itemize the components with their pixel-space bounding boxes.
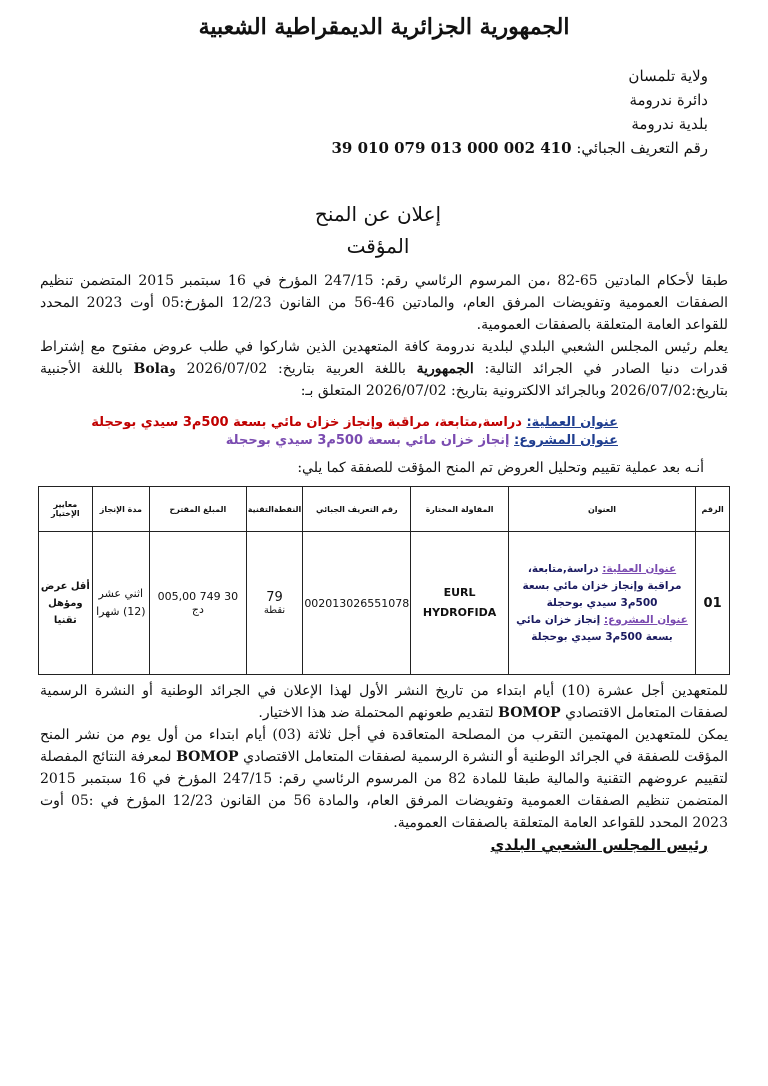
cell-score [246, 532, 303, 675]
cell-company [411, 532, 509, 675]
results-paragraph [40, 724, 728, 834]
operation-label: عنوان العملية: [526, 415, 618, 430]
appeal-section [40, 680, 728, 834]
bomop-1: BOMOP [498, 705, 561, 721]
notice-title-line2: المؤقت [346, 234, 410, 258]
header-score: النقطةالتقنية [246, 487, 303, 532]
cell-operation-label: عنوان العملية: [602, 562, 677, 575]
republic-header: الجمهورية الجزائرية الديمقراطية الشعبية [198, 14, 570, 40]
bomop-2: BOMOP [176, 749, 239, 765]
header-title: العنوان [508, 487, 695, 532]
company-name: EURL HYDROFIDA [422, 586, 497, 619]
appeal-paragraph [40, 680, 728, 724]
cell-criteria: أقل عرض ومؤهل تقنيا [39, 532, 93, 675]
nif-value: 39 010 079 013 000 002 410 [331, 139, 572, 157]
appeal-text-b: لتقديم طعونهم المحتملة ضد هذا الاختيار. [258, 705, 499, 721]
signature-title: رئيس المجلس الشعبي البلدي [490, 836, 708, 854]
journal-arabic: الجمهورية [416, 361, 474, 377]
commune-line: بلدية ندرومة [631, 115, 708, 133]
cell-project-value: إنجاز خزان مائي بسعة 500م3 سيدي بوحجلة [516, 613, 673, 643]
operation-block [91, 414, 618, 450]
notice-title [138, 198, 618, 262]
cell-title [508, 532, 695, 675]
cell-num: 01 [696, 532, 730, 675]
tender-paragraph [40, 336, 728, 402]
notice-title-line1: إعلان عن المنح [314, 202, 442, 226]
cell-project-label: عنوان المشروع: [603, 613, 688, 626]
header-criteria: معايير الإختيار [39, 487, 93, 532]
table-row [39, 532, 730, 675]
tender-text-b: باللغة العربية بتاريخ: 2026/07/02 و [169, 361, 417, 377]
tender-text-a: يعلم رئيس المجلس الشعبي البلدي لبلدية ندرومة كافة المتعهدين الذين شاركوا في طلب عروض مفتوح مع إشتراط قدرات دنيا الصادر في الجرائد التالية: [40, 339, 728, 377]
daira-line: دائرة ندرومة [629, 91, 708, 109]
header-nif: رقم التعريف الجبائي [303, 487, 411, 532]
header-company: المقاولة المختارة [411, 487, 509, 532]
header-duration: مدة الإنجاز [92, 487, 149, 532]
nif-label: رقم التعريف الجبائي: [576, 139, 708, 157]
cell-duration: اثني عشر (12) شهرا [92, 532, 149, 675]
appeal-text-a: للمتعهدين أجل عشرة (10) أيام ابتداء من تاريخ النشر الأول لهذا الإعلان في الجرائد الوطنية أو النشرة الرسمية لصفقات المتعامل الاقتصادي [40, 683, 728, 721]
results-text-a: يمكن للمتعهدين المهتمين التقرب من المصلحة المتعاقدة في أجل ثلاثة (03) أيام ابتداء من أول يوم من نشر المنح المؤقت للصفقة في الجرائد الوطنية أو النشرة الرسمية لصفقات المتعامل الاقتصادي [40, 727, 728, 765]
cell-operation-value: دراسة,متابعة، مراقبة وإنجاز خزان مائي بسعة 500م3 سيدي بوحجلة [522, 562, 682, 609]
header-amount: المبلغ المقترح [150, 487, 247, 532]
journal-foreign: Bola [133, 361, 170, 377]
operation-title-line [91, 414, 618, 432]
cell-amount: 30 749 005,00 دج [150, 532, 247, 675]
legal-preamble [40, 270, 728, 402]
header-num: الرقم [696, 487, 730, 532]
wilaya-line: ولاية تلمسان [628, 67, 708, 85]
table-header-row [39, 487, 730, 532]
project-value: إنجاز خزان مائي بسعة 500م3 سيدي بوحجلة [225, 433, 510, 448]
award-table [38, 486, 730, 675]
tender-text-c: باللغة الأجنبية بتاريخ:2026/07/02 وبالجرائد الالكترونية بتاريخ: 2026/07/02 المتعلق بـ: [40, 361, 728, 399]
cell-nif: 002013026551078 [303, 532, 411, 675]
operation-value: دراسة,متابعة، مراقبة وإنجاز خزان مائي بسعة 500م3 سيدي بوحجلة [91, 415, 522, 430]
score-value: 79 [266, 590, 283, 605]
award-intro: أنـه بعد عملية تقييم وتحليل العروض تم المنح المؤقت للصفقة كما يلي: [297, 460, 704, 476]
results-text-b: لمعرفة النتائج المفصلة لتقييم عروضهم التقنية والمالية طبقا للمادة 82 من المرسوم الرئاسي رقم: 247/15 المؤرخ في 16 سبتمبر 2015 المتضمن تنظيم الصفقات العمومية وتفويضات المرفق العام، والمادة 56 من القانون 12/23 المؤرخ في :05 أوت 2023 المحدد للقواعد العامة المتعلقة بالصفقات العمومية. [40, 749, 728, 831]
administration-block [331, 64, 708, 160]
preamble-paragraph: طبقا لأحكام المادتين 65-82 ،من المرسوم الرئاسي رقم: 247/15 المؤرخ في 16 سبتمبر 2015 المتضمن تنظيم الصفقات العمومية وتفويضات المرفق العام، والمادتين 46-56 من القانون 12/23 المؤرخ:05 أوت 2023 المحدد للقواعد العامة المتعلقة بالصفقات العمومية. [40, 273, 728, 333]
project-title-line [91, 432, 618, 450]
nif-line [331, 136, 708, 160]
project-label: عنوان المشروع: [514, 433, 618, 448]
score-unit: نقطة [263, 605, 286, 616]
